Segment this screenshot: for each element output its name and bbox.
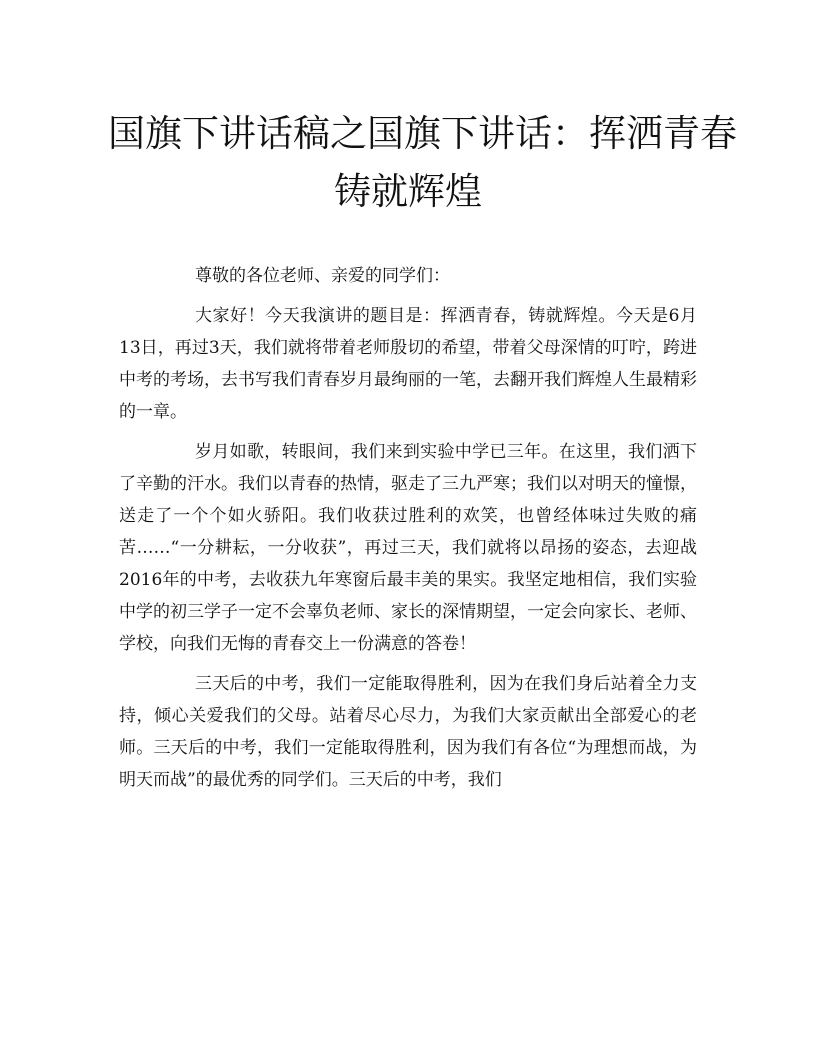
body-paragraph: 岁月如歌，转眼间，我们来到实验中学已三年。在这里，我们洒下了辛勤的汗水。我们以青春的热情，驱走了三九严寒；我们以对明天的憧憬，送走了一个个如火骄阳。我们收获过胜利的欢笑，也曾经体味过失败的痛苦……“一分耕耘，一分收获”，再过三天，我们就将以昂扬的姿态，去迎战2016年的中考，去收获九年寒窗后最丰美的果实。我坚定地相信，我们实验中学的初三学子一定不会辜负老师、家长的深情期望，一定会向家长、老师、学校，向我们无悔的青春交上一份满意的答卷！ [119,442,697,654]
salutation-paragraph: 尊敬的各位老师、亲爱的同学们： [195,266,450,286]
body-paragraph: 大家好！今天我演讲的题目是：挥洒青春，铸就辉煌。今天是6月13日，再过3天，我们就将带着老师殷切的希望，带着父母深情的叮咛，跨进中考的考场，去书写我们青春岁月最绚丽的一笔，去翻开我们辉煌人生最精彩的一章。 [119,306,697,422]
body-paragraph: 三天后的中考，我们一定能取得胜利，因为在我们身后站着全力支持，倾心关爱我们的父母。站着尽心尽力，为我们大家贡献出全部爱心的老师。三天后的中考，我们一定能取得胜利，因为我们有各位“为理想而战，为明天而战”的最优秀的同学们。三天后的中考，我们 [119,674,697,790]
document-body [119,260,697,796]
title-line-2: 铸就辉煌 [334,170,482,213]
document-title [108,105,737,221]
title-line-1: 国旗下讲话稿之国旗下讲话：挥洒青春 [108,112,737,155]
